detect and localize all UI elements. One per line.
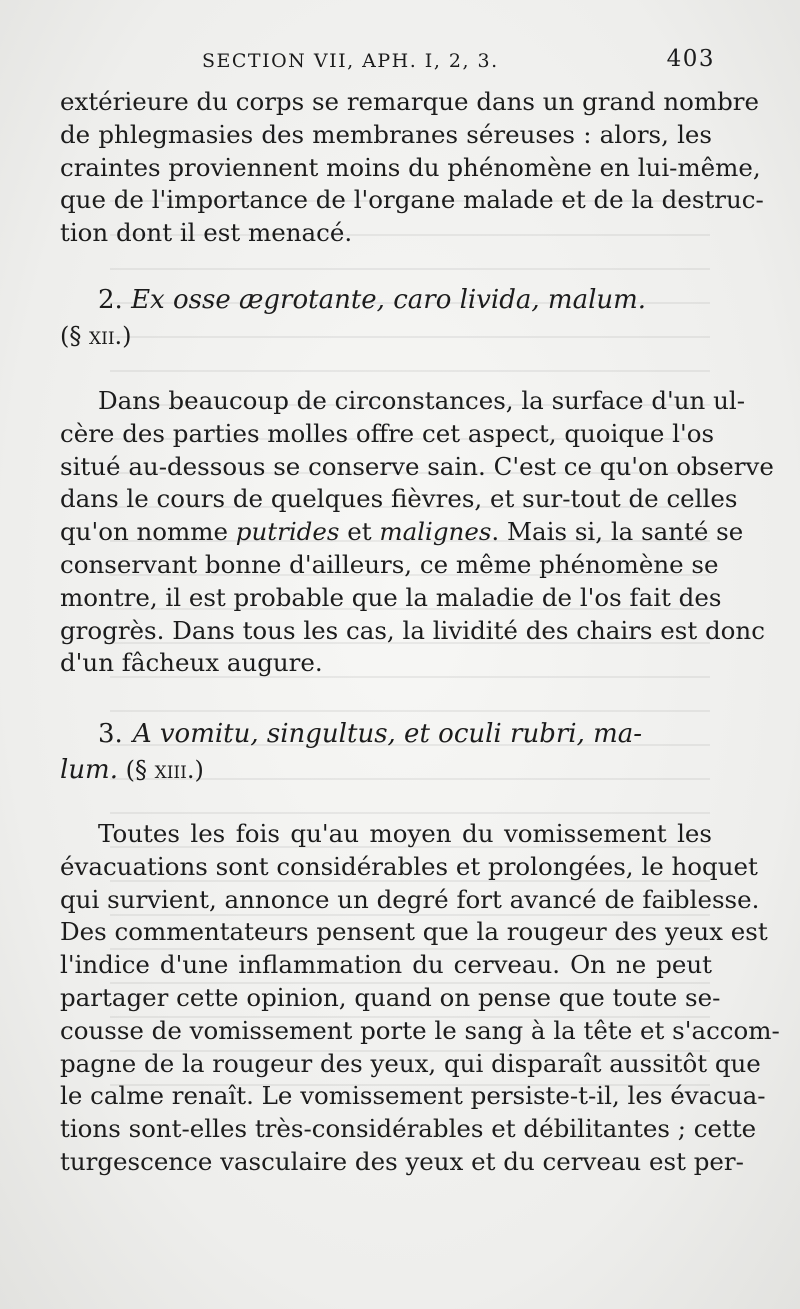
italic-term: putrides <box>235 517 340 547</box>
aphorism-number: 3. <box>98 719 123 749</box>
aphorism-latin: Ex osse ægrotante, caro livida, malum. <box>131 285 647 315</box>
text-line: extérieure du corps se remarque dans un grand nombre <box>60 87 760 116</box>
text-line: qui survient, annonce un degré fort avancé de faiblesse. <box>60 884 760 914</box>
aphorism-number: 2. <box>98 285 123 315</box>
text-line: cère des parties molles offre cet aspect, quoique l'os <box>60 418 715 448</box>
text-line: Des commentateurs pensent que la rougeur des yeux est <box>60 917 768 947</box>
ref-close: ) <box>194 756 204 784</box>
text-run: qu'on nomme <box>60 517 236 547</box>
text-line: Toutes les fois qu'au moyen du vomissement les <box>98 819 712 848</box>
ref-roman: xii. <box>89 322 123 350</box>
text-line: craintes proviennent moins du phénomène en lui-même, <box>60 152 761 182</box>
text-line: tions sont-elles très-considérables et débilitantes ; cette <box>60 1114 757 1144</box>
aphorism-2-commentary <box>60 385 774 680</box>
aphorism-latin: A vomitu, singultus, et oculi rubri, ma- <box>132 719 643 749</box>
running-header <box>190 46 715 80</box>
text-line: que de l'importance de l'organe malade et de la destruc- <box>60 185 764 215</box>
text-line: l'indice d'une inflammation du cerveau. On ne peut <box>60 950 712 980</box>
text-line: tion dont il est menacé. <box>60 218 353 248</box>
text-line: cousse de vomissement porte le sang à la tête et s'accom- <box>60 1015 780 1045</box>
page-number: 403 <box>666 46 715 72</box>
text-line: de phlegmasies des membranes séreuses : alors, les <box>60 119 712 149</box>
ref-close: ) <box>122 322 132 350</box>
text-line: grogrès. Dans tous les cas, la lividité des chairs est donc <box>60 615 765 645</box>
paragraph-continuation <box>60 86 764 250</box>
text-run: . Mais si, la santé se <box>491 517 744 547</box>
text-line: évacuations sont considérables et prolongées, le hoquet <box>60 851 758 881</box>
text-line: Dans beaucoup de circonstances, la surface d'un ul- <box>98 386 745 415</box>
text-line: d'un fâcheux augure. <box>60 648 323 678</box>
text-line: le calme renaît. Le vomissement persiste-t-il, les évacua- <box>60 1081 766 1111</box>
aphorism-3-heading <box>60 716 712 788</box>
text-line: partager cette opinion, quand on pense que toute se- <box>60 982 721 1012</box>
text-line: situé au-dessous se conserve sain. C'est ce qu'on observe <box>60 451 774 481</box>
aphorism-3-commentary <box>60 818 780 1179</box>
ref-roman: xiii. <box>154 756 195 784</box>
italic-term: malignes <box>379 517 492 547</box>
text-line <box>60 516 744 549</box>
text-line: turgescence vasculaire des yeux et du cerveau est per- <box>60 1146 744 1176</box>
aphorism-latin: lum. <box>60 755 118 785</box>
running-title: SECTION VII, APH. I, 2, 3. <box>202 50 499 72</box>
ref-open: (§ <box>60 322 89 350</box>
aphorism-2-heading <box>60 282 712 354</box>
text-line: dans le cours de quelques fièvres, et sur-tout de celles <box>60 484 738 514</box>
text-run: et <box>339 517 380 547</box>
text-line: montre, il est probable que la maladie de l'os fait des <box>60 582 722 612</box>
ref-open: (§ <box>117 756 155 784</box>
text-line: conservant bonne d'ailleurs, ce même phénomène se <box>60 549 719 579</box>
text-line: pagne de la rougeur des yeux, qui disparaît aussitôt que <box>60 1048 761 1078</box>
